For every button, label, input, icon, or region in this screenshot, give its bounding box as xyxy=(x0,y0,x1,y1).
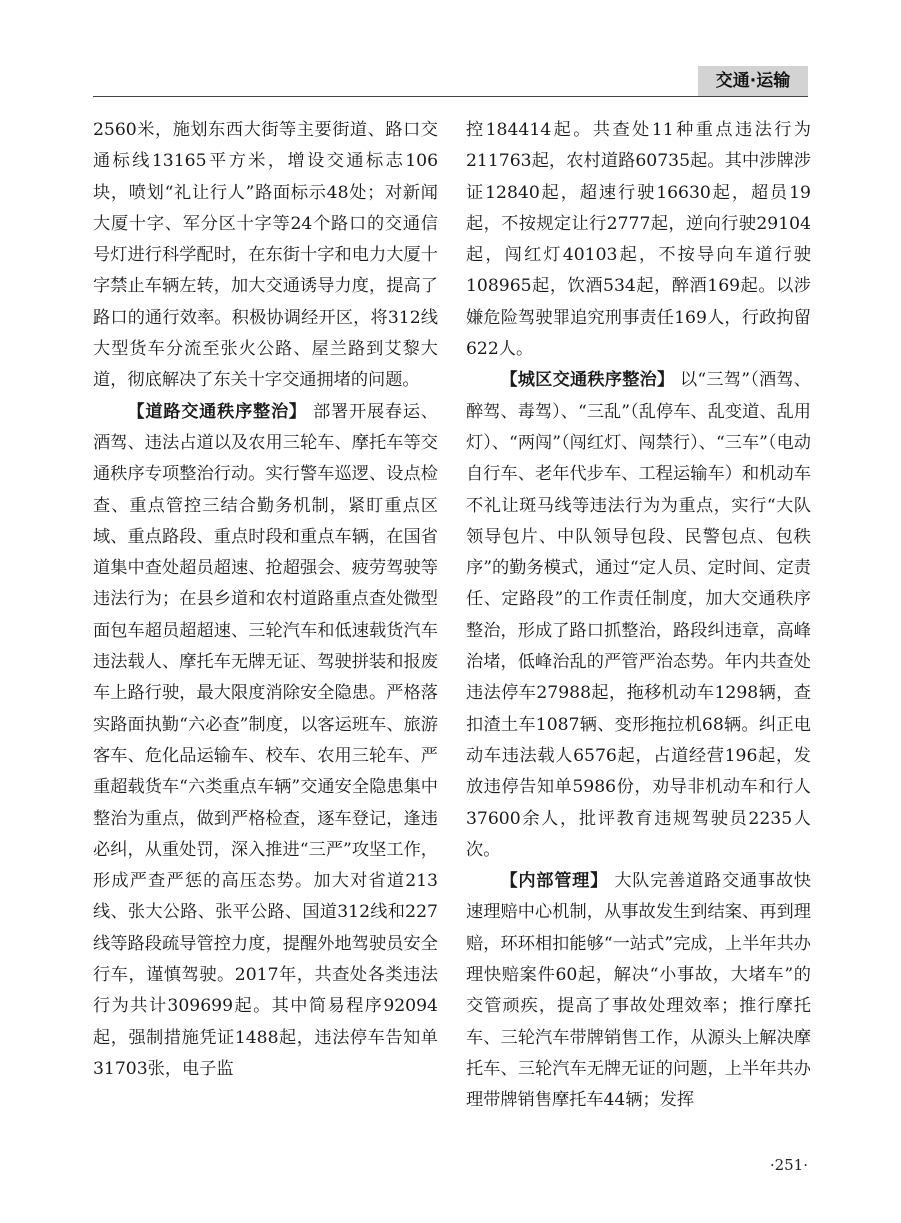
page-number: ·251· xyxy=(769,1156,808,1174)
paragraph-internal-management xyxy=(466,866,811,1116)
paragraph-continued: 控184414起。共查处11种重点违法行为211763起，农村道路60735起。其中涉牌涉证12840起，超速行驶16630起，超员19起，不按规定让行2777起，逆向行驶29104起，闯红灯40103起，不按导向车道行驶108965起，饮酒534起，醉酒169起。以涉嫌危险驾驶罪追究刑事责任169人，行政拘留622人。 xyxy=(466,120,811,360)
paragraph-road-traffic-order xyxy=(93,397,438,1086)
paragraph-body: 部署开展春运、酒驾、违法占道以及农用三轮车、摩托车等交通秩序专项整治行动。实行警车巡逻、设点检查、重点管控三结合勤务机制，紧盯重点区域、重点路段、重点时段和重点车辆，在国省道集中查处超员超速、抢超强会、疲劳驾驶等违法行为；在县乡道和农村道路重点查处微型面包车超员超超速、三轮汽车和低速载货汽车违法载人、摩托车无牌无证、驾驶拼装和报废车上路行驶，最大限度消除安全隐患。严格落实路面执勤“六必查”制度，以客运班车、旅游客车、危化品运输车、校车、农用三轮车、严重超载货车“六类重点车辆”交通安全隐患集中整治为重点，做到严格检查，逐车登记，逢违必纠，从重处罚，深入推进“三严”攻坚工作，形成严查严惩的高压态势。加大对省道213线、张大公路、张平公路、国道312线和227线等路段疏导管控力度，提醒外地驾驶员安全行车，谨慎驾驶。2017年，共查处各类违法行为共计309699起。其中简易程序92094起，强制措施凭证1488起，违法停车告知单31703张，电子监 xyxy=(93,401,438,1079)
paragraph-body: 以“三驾”（酒驾、醉驾、毒驾）、“三乱”（乱停车、乱变道、乱用灯）、“两闯”（闯红灯、闯禁行）、“三车”（电动自行车、老年代步车、工程运输车）和机动车不礼让斑马线等违法行为为重点，实行“大队领导包片、中队领导包段、民警包点、包秩序”的勤务模式，通过“定人员、定时间、定责任、定路段”的工作责任制度，加大交通秩序整治，形成了路口抓整治，路段纠违章，高峰治堵，低峰治乱的严管严治态势。年内共查处违法停车27988起，拖移机动车1298辆，查扣渣土车1087辆、变形拖拉机68辆。纠正电动车违法载人6576起，占道经营196起，发放违停告知单5986份，劝导非机动车和行人37600余人，批评教育违规驾驶员2235人次。 xyxy=(466,370,811,860)
paragraph-heading: 【内部管理】 xyxy=(500,871,609,892)
header-divider xyxy=(93,96,808,97)
left-column xyxy=(93,115,438,1085)
paragraph-urban-traffic-order xyxy=(466,365,811,866)
section-header-tab: 交通·运输 xyxy=(698,66,808,96)
paragraph-heading: 【城区交通秩序整治】 xyxy=(500,370,675,391)
paragraph-heading: 【道路交通秩序整治】 xyxy=(127,401,307,422)
paragraph-body: 大队完善道路交通事故快速理赔中心机制，从事故发生到结案、再到理赔，环环相扣能够“一站式”完成，上半年共办理快赔案件60起，解决“小事故，大堵车”的交管顽疾，提高了事故处理效率；推行摩托车、三轮汽车带牌销售工作，从源头上解决摩托车、三轮汽车无牌无证的问题，上半年共办理带牌销售摩托车44辆；发挥 xyxy=(466,871,811,1111)
right-column xyxy=(466,115,811,1117)
paragraph-continued: 2560米，施划东西大街等主要街道、路口交通标线13165平方米，增设交通标志106块，喷划“礼让行人”路面标示48处；对新闻大厦十字、军分区十字等24个路口的交通信号灯进行科学配时，在东街十字和电力大厦十字禁止车辆左转，加大交通诱导力度，提高了路口的通行效率。积极协调经开区，将312线大型货车分流至张火公路、屋兰路到艾黎大道，彻底解决了东关十字交通拥堵的问题。 xyxy=(93,120,438,391)
